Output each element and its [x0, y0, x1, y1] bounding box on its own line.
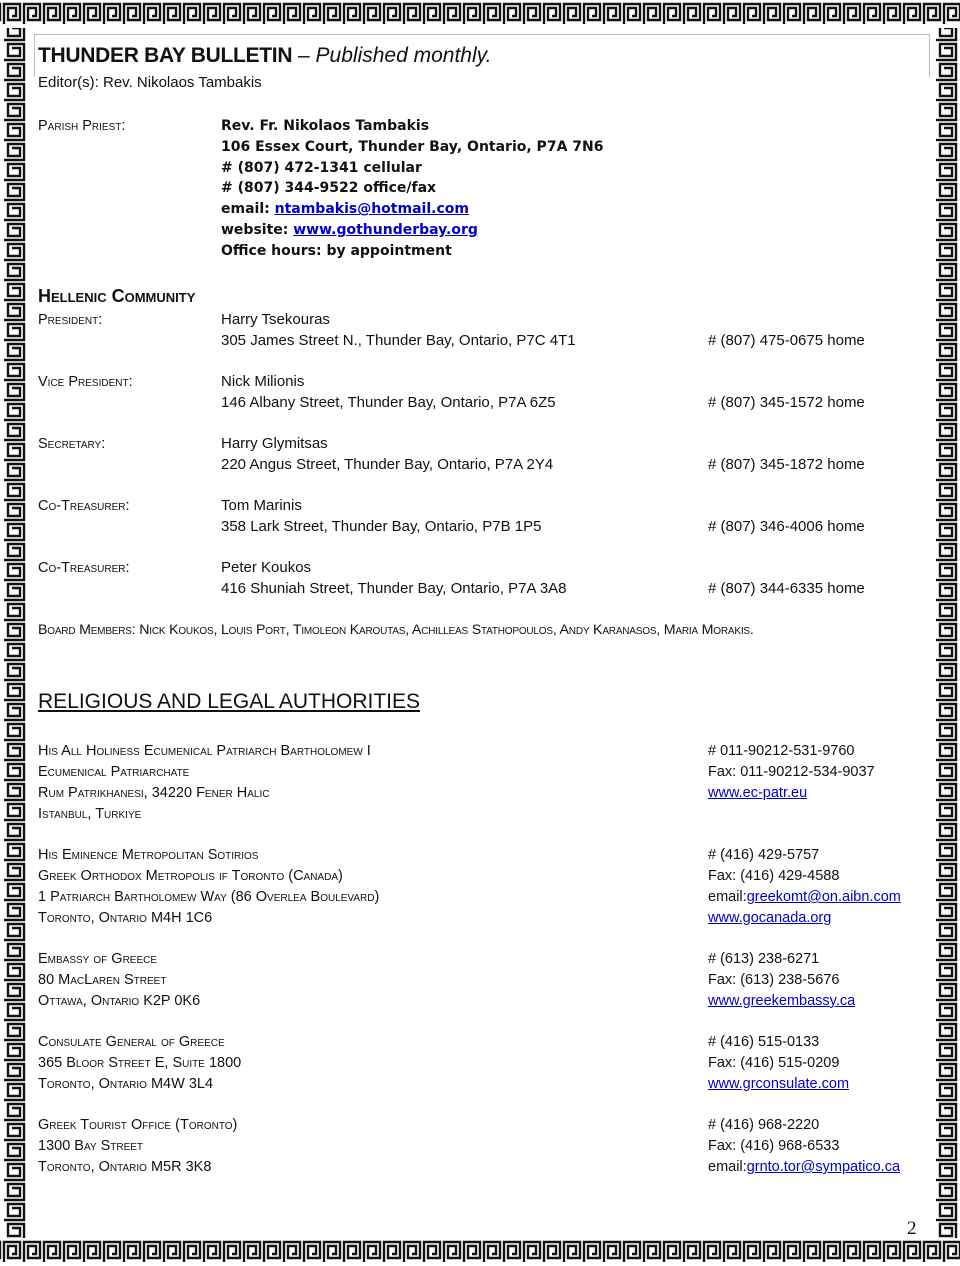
officer-name: Peter Koukos	[221, 559, 312, 576]
officer-name: Harry Glymitsas	[221, 435, 328, 452]
officer-phone: # (807) 345-1572 home	[708, 394, 865, 411]
authority-line: Greek Orthodox Metropolis if Toronto (Canada)	[38, 868, 343, 884]
officer-name: Tom Marinis	[221, 497, 302, 514]
priest-website-link[interactable]: www.gothunderbay.org	[293, 221, 478, 238]
authority-line: 365 Bloor Street E, Suite 1800	[38, 1055, 242, 1071]
officer-role: Secretary:	[38, 436, 106, 452]
officer-role: President:	[38, 312, 103, 328]
authority-line: Ottawa, Ontario K2P 0K6	[38, 993, 201, 1009]
parish-priest-block	[221, 116, 603, 262]
authority-website-link[interactable]: www.greekembassy.ca	[708, 993, 856, 1009]
authority-website-link[interactable]: www.gocanada.org	[708, 910, 832, 926]
authority-line: Toronto, Ontario M4W 3L4	[38, 1076, 214, 1092]
parish-priest-label: Parish Priest:	[38, 118, 126, 134]
authority-fax: Fax: (416) 515-0209	[708, 1055, 840, 1071]
authority-line: 1 Patriarch Bartholomew Way (86 Overlea Boulevard)	[38, 889, 380, 905]
officer-phone: # (807) 344-6335 home	[708, 580, 865, 597]
authority-phone: # (416) 968-2220	[708, 1117, 820, 1133]
greek-key-border-right	[932, 0, 960, 1266]
officer-address: 146 Albany Street, Thunder Bay, Ontario, P7A 6Z5	[221, 394, 556, 411]
authority-line: His Eminence Metropolitan Sotirios	[38, 847, 259, 863]
editor-line: Editor(s): Rev. Nikolaos Tambakis	[38, 74, 262, 91]
priest-email-link[interactable]: ntambakis@hotmail.com	[274, 201, 469, 218]
officer-role: Vice President:	[38, 374, 133, 390]
officer-phone: # (807) 345-1872 home	[708, 456, 865, 473]
authority-line: 80 MacLaren Street	[38, 972, 167, 988]
priest-office: # (807) 344-9522 office/fax	[221, 180, 437, 197]
authority-line: His All Holiness Ecumenical Patriarch Bartholomew I	[38, 743, 371, 759]
authority-line: Istanbul, Turkiye	[38, 806, 142, 822]
priest-name: Rev. Fr. Nikolaos Tambakis	[221, 118, 430, 134]
officer-address: 358 Lark Street, Thunder Bay, Ontario, P7B 1P5	[221, 518, 542, 535]
authority-fax: Fax: 011-90212-534-9037	[708, 764, 875, 780]
priest-address: 106 Essex Court, Thunder Bay, Ontario, P7A 7N6	[221, 138, 604, 155]
authority-line: Consulate General of Greece	[38, 1034, 225, 1050]
greek-key-border-left	[0, 0, 28, 1266]
officer-address: 305 James Street N., Thunder Bay, Ontario, P7C 4T1	[221, 332, 576, 349]
authorities-heading: RELIGIOUS AND LEGAL AUTHORITIES	[38, 690, 420, 713]
officer-name: Harry Tsekouras	[221, 311, 330, 328]
authority-fax: Fax: (416) 968-6533	[708, 1138, 840, 1154]
authority-phone: # 011-90212-531-9760	[708, 743, 855, 759]
authority-website-link[interactable]: www.grconsulate.com	[708, 1076, 850, 1092]
authority-fax: Fax: (416) 429-4588	[708, 868, 840, 884]
greek-key-border-top	[0, 0, 960, 28]
officer-phone: # (807) 346-4006 home	[708, 518, 865, 535]
authority-line: Toronto, Ontario M5R 3K8	[38, 1159, 212, 1175]
authority-email-row: email:greekomt@on.aibn.com	[708, 889, 901, 905]
authority-email-link[interactable]: grnto.tor@sympatico.ca	[746, 1159, 901, 1175]
authority-line: Ecumenical Patriarchate	[38, 764, 190, 780]
authority-email-link[interactable]: greekomt@on.aibn.com	[746, 889, 901, 905]
authority-phone: # (613) 238-6271	[708, 951, 820, 967]
authority-phone: # (416) 429-5757	[708, 847, 820, 863]
priest-hours: Office hours: by appointment	[221, 242, 452, 259]
authority-line: Embassy of Greece	[38, 951, 158, 967]
authority-fax: Fax: (613) 238-5676	[708, 972, 840, 988]
officer-role: Co-Treasurer:	[38, 560, 130, 576]
community-heading: Hellenic Community	[38, 286, 196, 306]
officer-address: 416 Shuniah Street, Thunder Bay, Ontario, P7A 3A8	[221, 580, 567, 597]
authority-line: Rum Patrikhanesi, 34220 Fener Halic	[38, 785, 270, 801]
page-title: THUNDER BAY BULLETIN – Published monthly.	[38, 44, 492, 67]
authority-email-row: email:grnto.tor@sympatico.ca	[708, 1159, 901, 1175]
authority-phone: # (416) 515-0133	[708, 1034, 820, 1050]
authority-line: Greek Tourist Office (Toronto)	[38, 1117, 238, 1133]
page-number: 2	[907, 1218, 917, 1239]
priest-email-row: email: ntambakis@hotmail.com	[221, 201, 469, 218]
authority-line: 1300 Bay Street	[38, 1138, 144, 1154]
officer-role: Co-Treasurer:	[38, 498, 130, 514]
priest-website-row: website: www.gothunderbay.org	[221, 221, 478, 238]
officer-address: 220 Angus Street, Thunder Bay, Ontario, P7A 2Y4	[221, 456, 554, 473]
greek-key-border-bottom	[0, 1238, 960, 1266]
officer-phone: # (807) 475-0675 home	[708, 332, 865, 349]
board-members: Board Members: Nick Koukos, Louis Port, Timoleon Karoutas, Achilleas Stathopoulos, Andy Karanasos, Maria Morakis.	[38, 622, 754, 638]
authority-website-link[interactable]: www.ec-patr.eu	[708, 785, 808, 801]
officer-name: Nick Milionis	[221, 373, 305, 390]
authority-line: Toronto, Ontario M4H 1C6	[38, 910, 213, 926]
priest-cell: # (807) 472-1341 cellular	[221, 159, 422, 176]
